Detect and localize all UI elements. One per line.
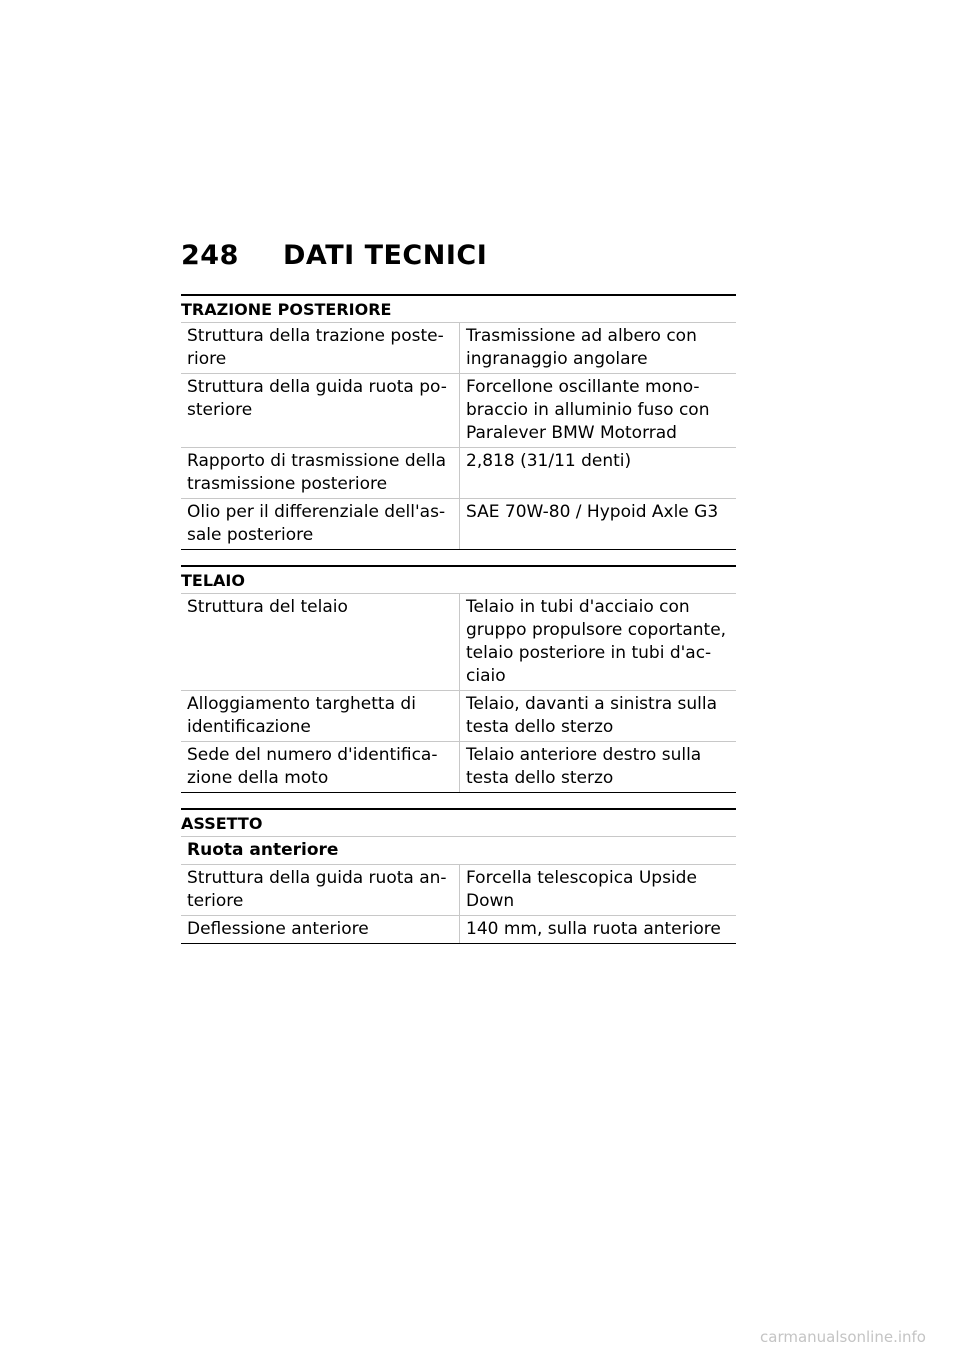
spec-label: Sede del numero d'identifica-zione della moto bbox=[181, 742, 460, 793]
spec-table bbox=[181, 837, 736, 944]
page-header bbox=[181, 240, 487, 271]
spec-label: Rapporto di trasmissione della trasmissione posteriore bbox=[181, 448, 460, 499]
spec-value: Telaio in tubi d'acciaio con gruppo propulsore coportante, telaio posteriore in tubi d'ac-ciaio bbox=[460, 594, 737, 691]
spec-value: Forcella telescopica Upside Down bbox=[460, 865, 737, 916]
section-rear-drive bbox=[181, 294, 736, 550]
section-frame bbox=[181, 565, 736, 793]
spec-label: Struttura della trazione poste-riore bbox=[181, 323, 460, 374]
spec-label: Struttura della guida ruota an-teriore bbox=[181, 865, 460, 916]
spec-value: Forcellone oscillante mono-braccio in alluminio fuso con Paralever BMW Motorrad bbox=[460, 374, 737, 448]
spec-label: Struttura del telaio bbox=[181, 594, 460, 691]
table-subheading-row bbox=[181, 837, 736, 865]
spec-value: 140 mm, sulla ruota anteriore bbox=[460, 916, 737, 944]
table-row bbox=[181, 323, 736, 374]
table-row bbox=[181, 448, 736, 499]
section-title: TELAIO bbox=[181, 565, 736, 594]
table-row bbox=[181, 865, 736, 916]
table-subheading: Ruota anteriore bbox=[181, 837, 736, 865]
page-title: DATI TECNICI bbox=[283, 240, 488, 271]
watermark: carmanualsonline.info bbox=[760, 1328, 926, 1346]
table-row bbox=[181, 742, 736, 793]
spec-table bbox=[181, 594, 736, 793]
section-chassis bbox=[181, 808, 736, 944]
spec-value: SAE 70W-80 / Hypoid Axle G3 bbox=[460, 499, 737, 550]
table-row bbox=[181, 499, 736, 550]
table-row bbox=[181, 594, 736, 691]
table-row bbox=[181, 374, 736, 448]
table-row bbox=[181, 691, 736, 742]
table-row bbox=[181, 916, 736, 944]
section-title: ASSETTO bbox=[181, 808, 736, 837]
spec-label: Deflessione anteriore bbox=[181, 916, 460, 944]
spec-content bbox=[181, 294, 736, 959]
spec-value: Telaio, davanti a sinistra sulla testa dello sterzo bbox=[460, 691, 737, 742]
spec-value: 2,818 (31/11 denti) bbox=[460, 448, 737, 499]
spec-label: Olio per il differenziale dell'as-sale posteriore bbox=[181, 499, 460, 550]
page-number: 248 bbox=[181, 240, 239, 271]
spec-table bbox=[181, 323, 736, 550]
section-title: TRAZIONE POSTERIORE bbox=[181, 294, 736, 323]
spec-label: Struttura della guida ruota po-steriore bbox=[181, 374, 460, 448]
spec-value: Trasmissione ad albero con ingranaggio angolare bbox=[460, 323, 737, 374]
spec-label: Alloggiamento targhetta di identificazione bbox=[181, 691, 460, 742]
spec-value: Telaio anteriore destro sulla testa dello sterzo bbox=[460, 742, 737, 793]
